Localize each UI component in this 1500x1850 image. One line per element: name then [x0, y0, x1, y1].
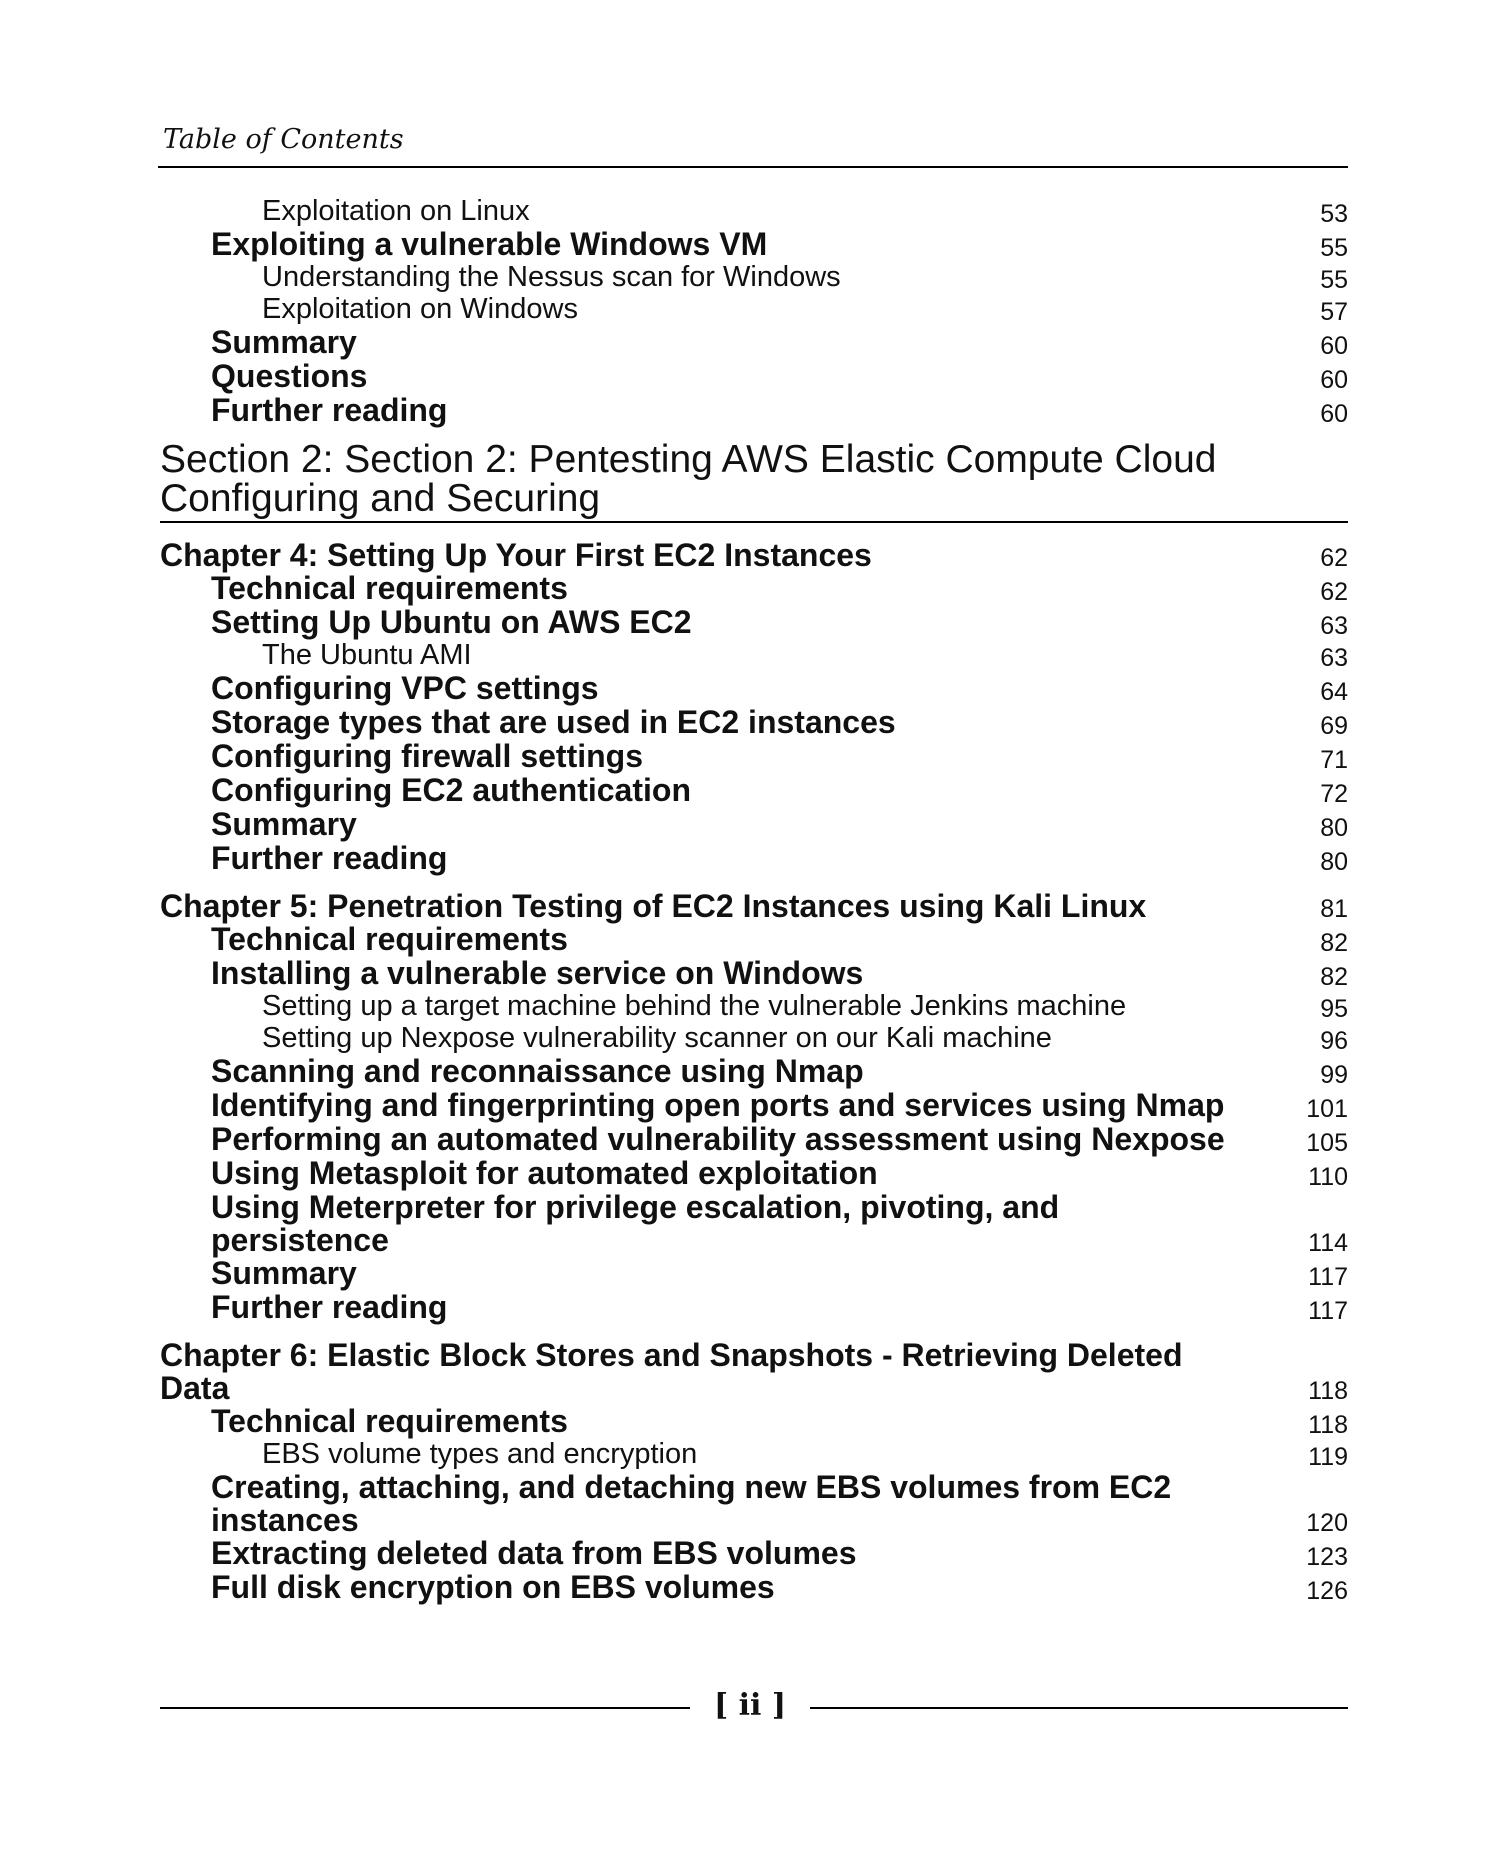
table-of-contents [160, 196, 1348, 1605]
toc-entry[interactable] [160, 262, 1348, 294]
toc-entry[interactable] [160, 1191, 1348, 1257]
toc-entry-title: Setting Up Ubuntu on AWS EC2 [211, 604, 692, 640]
toc-entry-page: 53 [1320, 200, 1348, 228]
toc-entry[interactable] [160, 672, 1348, 706]
running-header: Table of Contents [163, 124, 404, 155]
chapter-page: 81 [1320, 895, 1348, 923]
toc-entry-title: Storage types that are used in EC2 instances [211, 704, 896, 740]
chapter-entry[interactable] [160, 539, 1348, 572]
toc-entry[interactable] [160, 1055, 1348, 1089]
toc-entry-title: Summary [211, 806, 357, 842]
footer-rule-right [810, 1707, 1348, 1709]
toc-entry-title: Exploiting a vulnerable Windows VM [211, 226, 768, 262]
toc-entry-page: 72 [1320, 780, 1348, 808]
toc-entry[interactable] [160, 394, 1348, 428]
toc-entry-page: 80 [1320, 814, 1348, 842]
toc-entry-title: Technical requirements [211, 1403, 568, 1439]
toc-entry[interactable] [160, 572, 1348, 606]
page-number: [ ii ] [713, 1688, 787, 1723]
toc-entry-title: EBS volume types and encryption [262, 1438, 698, 1470]
toc-entry-page: 69 [1320, 712, 1348, 740]
toc-entry-page: 82 [1320, 963, 1348, 991]
toc-entry-page: 82 [1320, 929, 1348, 957]
toc-entry[interactable] [160, 1471, 1348, 1537]
toc-entry-title: Installing a vulnerable service on Windows [211, 955, 864, 991]
toc-entry[interactable] [160, 294, 1348, 326]
toc-entry-title: Further reading [211, 1289, 448, 1325]
toc-entry-page: 119 [1308, 1443, 1348, 1471]
toc-entry-title: Exploitation on Windows [262, 293, 578, 325]
toc-entry[interactable] [160, 1291, 1348, 1325]
toc-entry-title: Extracting deleted data from EBS volumes [211, 1535, 857, 1571]
toc-entry-page: 117 [1308, 1263, 1348, 1291]
footer-rule-left [160, 1707, 690, 1709]
toc-entry-page: 55 [1320, 234, 1348, 262]
chapter-title: Chapter 4: Setting Up Your First EC2 Instances [160, 537, 872, 573]
toc-entry-title: Using Metasploit for automated exploitation [211, 1155, 878, 1191]
toc-entry[interactable] [160, 808, 1348, 842]
toc-entry-page: 60 [1320, 400, 1348, 428]
toc-entry-page: 117 [1308, 1297, 1348, 1325]
toc-entry[interactable] [160, 1571, 1348, 1605]
toc-entry-page: 57 [1320, 298, 1348, 326]
chapter-page: 118 [1308, 1377, 1348, 1405]
toc-entry-title: Setting up Nexpose vulnerability scanner on our Kali machine [262, 1022, 1052, 1054]
toc-entry[interactable] [160, 1439, 1348, 1471]
toc-entry-page: 123 [1306, 1543, 1348, 1571]
toc-entry-title: Technical requirements [211, 570, 568, 606]
toc-entry-page: 99 [1320, 1061, 1348, 1089]
chapter-page: 62 [1320, 544, 1348, 572]
toc-entry[interactable] [160, 774, 1348, 808]
toc-entry-title: Using Meterpreter for privilege escalation, pivoting, and persistence [211, 1189, 1060, 1258]
toc-entry-title: Configuring VPC settings [211, 670, 599, 706]
section-heading: Section 2: Section 2: Pentesting AWS Elastic Compute Cloud Configuring and Securing [160, 440, 1348, 523]
toc-entry-page: 126 [1306, 1577, 1348, 1605]
toc-entry-title: Summary [211, 1255, 357, 1291]
chapter-title: Chapter 5: Penetration Testing of EC2 Instances using Kali Linux [160, 888, 1147, 924]
toc-entry-page: 105 [1306, 1129, 1348, 1157]
toc-entry[interactable] [160, 640, 1348, 672]
toc-entry[interactable] [160, 991, 1348, 1023]
toc-entry[interactable] [160, 196, 1348, 228]
toc-entry-page: 60 [1320, 332, 1348, 360]
toc-entry-title: Performing an automated vulnerability assessment using Nexpose [211, 1121, 1225, 1157]
toc-entry-page: 80 [1320, 848, 1348, 876]
toc-entry-title: Setting up a target machine behind the vulnerable Jenkins machine [262, 990, 1127, 1022]
toc-entry-page: 120 [1306, 1509, 1348, 1537]
toc-entry-title: Technical requirements [211, 921, 568, 957]
toc-entry-page: 96 [1320, 1027, 1348, 1055]
toc-entry-page: 60 [1320, 366, 1348, 394]
toc-top-entries [160, 196, 1348, 428]
toc-entry-title: Creating, attaching, and detaching new EBS volumes from EC2 instances [211, 1469, 1172, 1538]
toc-entry-title: Questions [211, 358, 368, 394]
toc-entry-title: Further reading [211, 840, 448, 876]
toc-entry-title: The Ubuntu AMI [262, 639, 472, 671]
toc-entry[interactable] [160, 740, 1348, 774]
toc-entry-page: 63 [1320, 644, 1348, 672]
toc-entry[interactable] [160, 1089, 1348, 1123]
toc-entry-page: 55 [1320, 266, 1348, 294]
toc-entry-title: Configuring EC2 authentication [211, 772, 691, 808]
toc-entry[interactable] [160, 1257, 1348, 1291]
toc-entry-title: Full disk encryption on EBS volumes [211, 1569, 775, 1605]
toc-entry-title: Scanning and reconnaissance using Nmap [211, 1053, 864, 1089]
toc-entry-page: 62 [1320, 578, 1348, 606]
chapter-title: Chapter 6: Elastic Block Stores and Snapshots - Retrieving Deleted Data [160, 1337, 1183, 1406]
toc-entry-page: 63 [1320, 612, 1348, 640]
chapter-entry[interactable] [160, 890, 1348, 923]
toc-entry[interactable] [160, 1123, 1348, 1157]
toc-entry-title: Identifying and fingerprinting open ports and services using Nmap [211, 1087, 1225, 1123]
toc-entry-page: 95 [1320, 995, 1348, 1023]
toc-entry[interactable] [160, 1157, 1348, 1191]
toc-entry[interactable] [160, 606, 1348, 640]
toc-entry-title: Further reading [211, 392, 448, 428]
toc-entry-title: Understanding the Nessus scan for Windows [262, 261, 841, 293]
toc-entry-title: Configuring firewall settings [211, 738, 644, 774]
toc-entry[interactable] [160, 360, 1348, 394]
toc-entry-page: 110 [1308, 1163, 1348, 1191]
toc-entry[interactable] [160, 706, 1348, 740]
toc-entry[interactable] [160, 326, 1348, 360]
toc-entry-page: 114 [1308, 1229, 1348, 1257]
toc-entry-page: 118 [1308, 1411, 1348, 1439]
toc-entry[interactable] [160, 842, 1348, 876]
toc-entry[interactable] [160, 1405, 1348, 1439]
header-rule [158, 166, 1348, 168]
toc-entry[interactable] [160, 228, 1348, 262]
toc-entry-page: 64 [1320, 678, 1348, 706]
toc-entry-title: Summary [211, 324, 357, 360]
toc-entry-page: 101 [1306, 1095, 1348, 1123]
toc-entry-title: Exploitation on Linux [262, 195, 530, 227]
toc-entry[interactable] [160, 957, 1348, 991]
toc-entry[interactable] [160, 923, 1348, 957]
toc-entry[interactable] [160, 1537, 1348, 1571]
chapter-entry[interactable] [160, 1339, 1348, 1405]
toc-entry[interactable] [160, 1023, 1348, 1055]
toc-entry-page: 71 [1320, 746, 1348, 774]
